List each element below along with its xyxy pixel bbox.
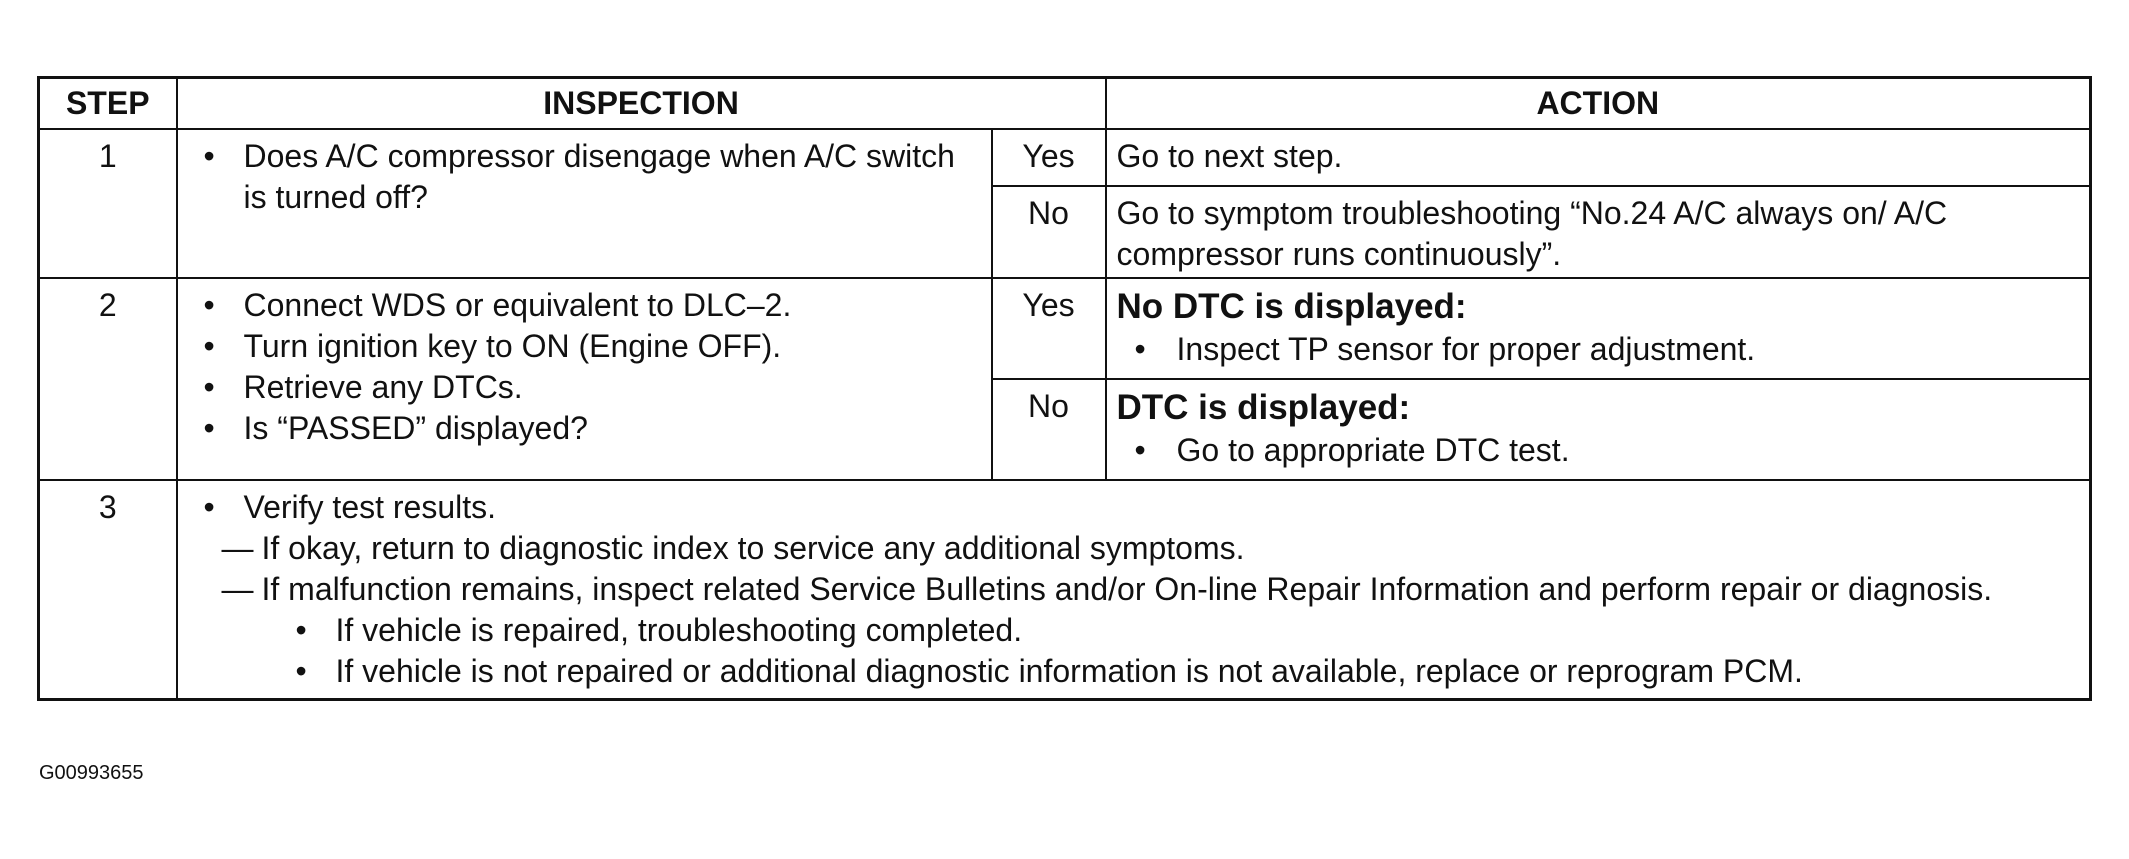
inspection-item: • Turn ignition key to ON (Engine OFF).: [200, 326, 983, 367]
dash-text: If malfunction remains, inspect related Service Bulletins and/or On-line Repair Information and perform repair or diagnosis.: [261, 571, 1993, 607]
inspection-item: • Connect WDS or equivalent to DLC–2.: [200, 285, 983, 326]
step-1-yes-row: [39, 129, 2091, 186]
inspection-item: • Retrieve any DTCs.: [200, 367, 983, 408]
sub-bullet-item: • If vehicle is not repaired or additional diagnostic information is not available, replace or reprogram PCM.: [292, 651, 2082, 692]
dash-mark: —: [221, 530, 254, 566]
no-action: Go to symptom troubleshooting “No.24 A/C always on/ A/C compressor runs continuously”.: [1106, 186, 2091, 278]
no-heading: DTC is displayed:: [1116, 388, 1411, 427]
dash-item: [200, 569, 2082, 610]
dash-text: If okay, return to diagnostic index to service any additional symptoms.: [261, 530, 1245, 566]
figure-id: G00993655: [39, 762, 144, 784]
yes-action-cell: [1106, 278, 2091, 379]
yes-action: Go to next step.: [1106, 129, 2091, 186]
step-2-yes-row: [39, 278, 2091, 379]
header-step: STEP: [39, 78, 177, 130]
no-action-cell: [1106, 379, 2091, 480]
step-inspection: [177, 278, 992, 480]
step-number: 2: [39, 278, 177, 480]
step-number: 3: [39, 480, 177, 700]
step-inspection: [177, 480, 2091, 700]
step-3-row: [39, 480, 2091, 700]
yes-label: Yes: [992, 129, 1106, 186]
no-action: • Go to appropriate DTC test.: [1117, 430, 2080, 471]
inspection-item: • Is “PASSED” displayed?: [200, 408, 983, 449]
header-inspection: INSPECTION: [177, 78, 1106, 130]
step-number: 1: [39, 129, 177, 278]
inspection-item: • Does A/C compressor disengage when A/C switch is turned off?: [200, 136, 983, 218]
no-label: No: [992, 379, 1106, 480]
sub-bullet-item: • If vehicle is repaired, troubleshooting completed.: [292, 610, 2082, 651]
yes-label: Yes: [992, 278, 1106, 379]
step-inspection: [177, 129, 992, 278]
dash-mark: —: [221, 571, 254, 607]
inspection-item: • Verify test results.: [200, 487, 2082, 528]
header-row: [39, 78, 2091, 130]
yes-heading: No DTC is displayed:: [1116, 287, 1467, 326]
dash-item: [200, 528, 2082, 569]
header-action: ACTION: [1106, 78, 2091, 130]
yes-action: • Inspect TP sensor for proper adjustment.: [1117, 329, 2080, 370]
diagnostic-table: [37, 76, 2092, 701]
no-label: No: [992, 186, 1106, 278]
